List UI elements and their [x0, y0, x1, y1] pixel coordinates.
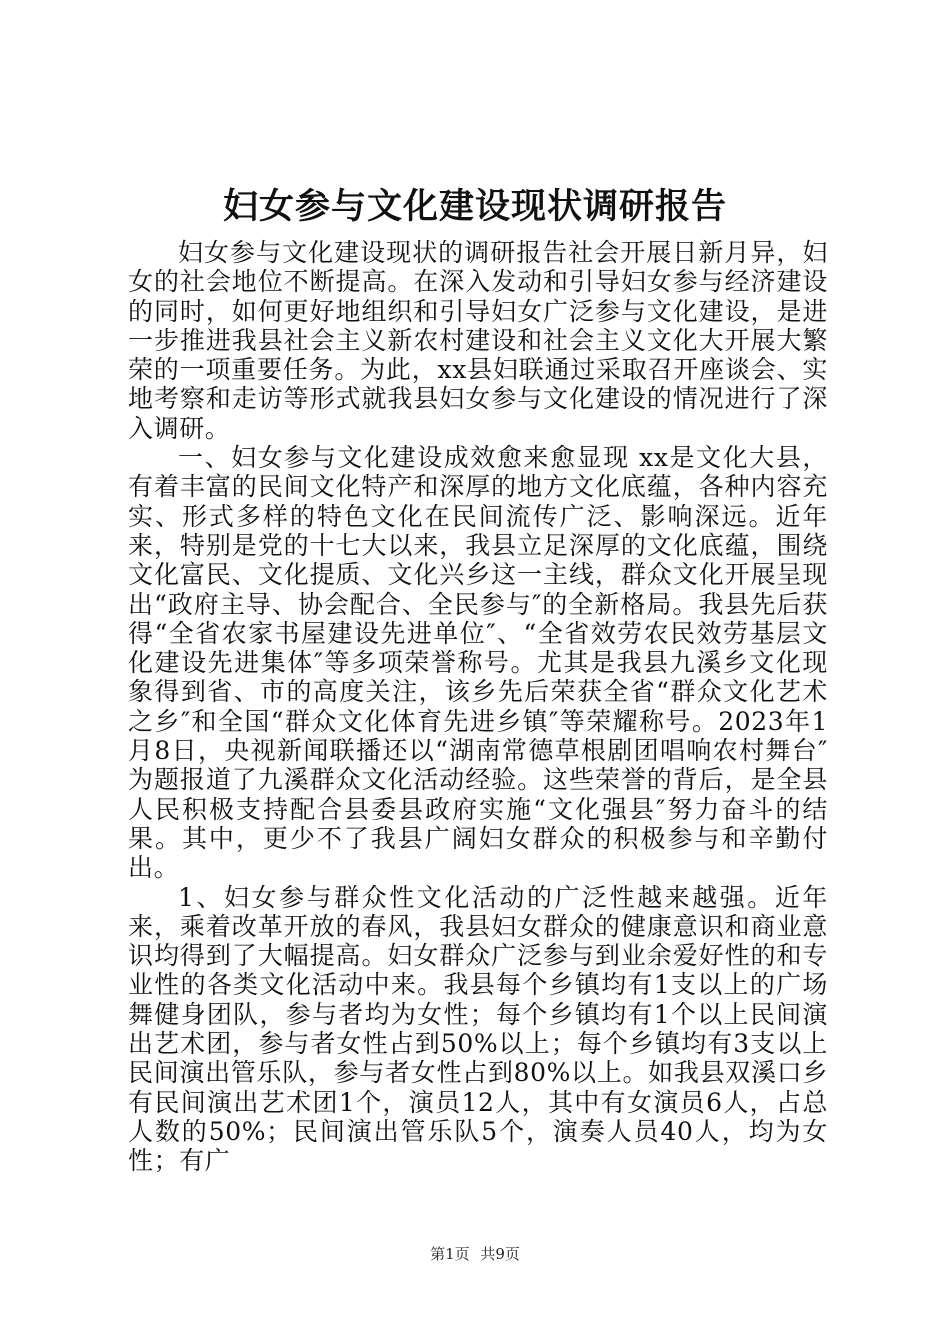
- page-number: 第1页: [430, 1245, 470, 1263]
- paragraph-point-one: 1、妇女参与群众性文化活动的广泛性越来越强。近年来，乘着改革开放的春风，我县妇女群众的健康意识和商业意识均得到了大幅提高。妇女群众广泛参与到业余爱好性的和专业性的各类文化活动中来。我县每个乡镇均有1支以上的广场舞健身团队，参与者均为女性；每个乡镇均有1个以上民间演出艺术团，参与者女性占到50%以上；每个乡镇均有3支以上民间演出管乐队，参与者女性占到80%以上。如我县双溪口乡有民间演出艺术团1个，演员12人，其中有女演员6人，占总人数的50%；民间演出管乐队5个，演奏人员40人，均为女性；有广: [128, 882, 828, 1176]
- document-title: 妇女参与文化建设现状调研报告: [222, 186, 727, 227]
- page-total: 共9页: [480, 1245, 520, 1263]
- document-body: [128, 238, 828, 1176]
- page-footer: [0, 1244, 950, 1264]
- paragraph-section-one: 一、妇女参与文化建设成效愈来愈显现 xx是文化大县，有着丰富的民间文化特产和深厚的地方文化底蕴，各种内容充实、形式多样的特色文化在民间流传广泛、影响深远。近年来，特别是党的十七大以来，我县立足深厚的文化底蕴，围绕文化富民、文化提质、文化兴乡这一主线，群众文化开展呈现出“政府主导、协会配合、全民参与″的全新格局。我县先后获得“全省农家书屋建设先进单位″、“全省效劳农民效劳基层文化建设先进集体″等多项荣誉称号。尤其是我县九溪乡文化现象得到省、市的高度关注，该乡先后荣获全省“群众文化艺术之乡″和全国“群众文化体育先进乡镇″等荣耀称号。2023年1月8日，央视新闻联播还以“湖南常德草根剧团唱响农村舞台″为题报道了九溪群众文化活动经验。这些荣誉的背后，是全县人民积极支持配合县委县政府实施“文化强县″努力奋斗的结果。其中，更少不了我县广阔妇女群众的积极参与和辛勤付出。: [128, 443, 828, 883]
- paragraph-intro: 妇女参与文化建设现状的调研报告社会开展日新月异，妇女的社会地位不断提高。在深入发动和引导妇女参与经济建设的同时，如何更好地组织和引导妇女广泛参与文化建设，是进一步推进我县社会主义新农村建设和社会主义文化大开展大繁荣的一项重要任务。为此，xx县妇联通过采取召开座谈会、实地考察和走访等形式就我县妇女参与文化建设的情况进行了深入调研。: [128, 238, 828, 443]
